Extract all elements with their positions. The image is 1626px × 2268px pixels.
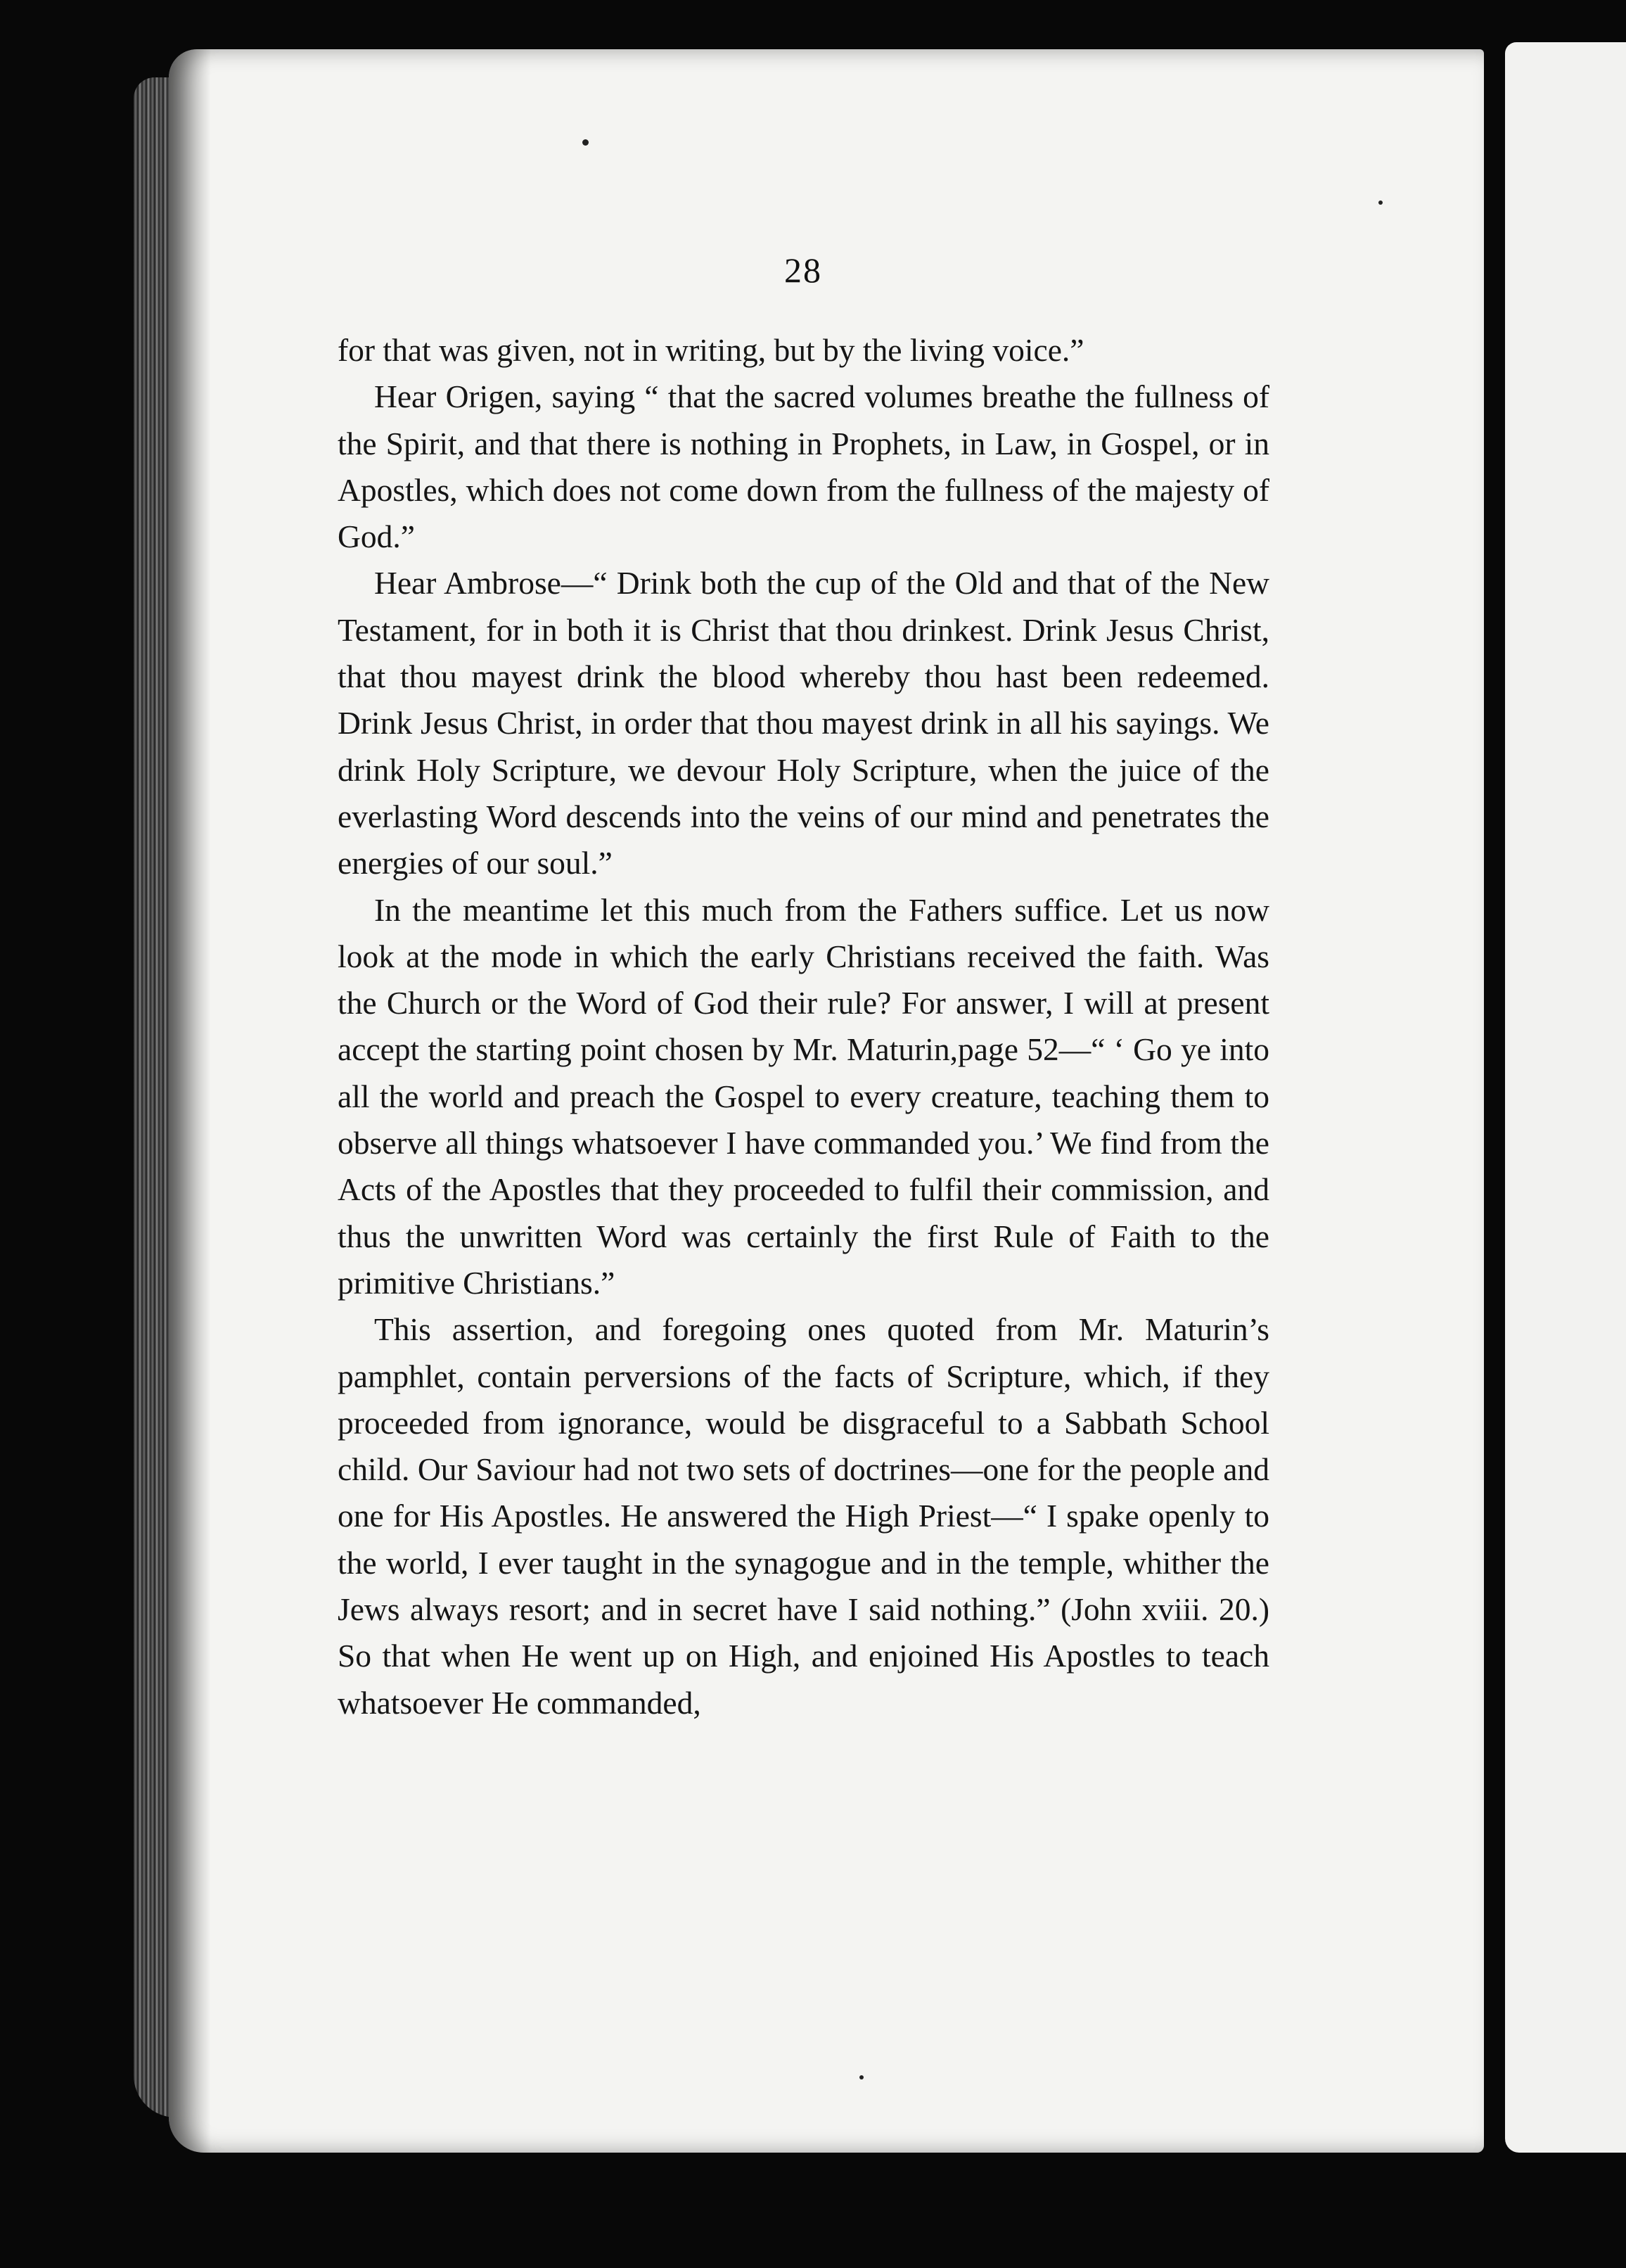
paragraph: for that was given, not in writing, but by the living voice.” (338, 332, 1084, 368)
paragraph: This assertion, and foregoing ones quoted from Mr. Maturin’s pamphlet, contain perversions of the facts of Scripture, which, if they proceeded from ignorance, would be disgraceful to a Sabbath School child. Our Saviour had not two sets of doctrines—one for the people and one for His Apostles. He answered the High Priest—“ I spake openly to the world, I ever taught in the synagogue and in the temple, whither the Jews always resort; and in secret have I said nothing.” (John xviii. 20.) So that when He went up on High, and enjoined His Apostles to teach whatsoever He commanded, (338, 1311, 1269, 1721)
paragraph: Hear Origen, saying “ that the sacred volumes breathe the fullness of the Spirit, and that there is nothing in Prophets, in Law, in Gospel, or in Apostles, which does not come down from the fullness of the majesty of God.” (338, 378, 1269, 555)
ink-speck (582, 139, 589, 146)
ink-speck (859, 2075, 864, 2079)
facing-page-edge (1505, 42, 1626, 2153)
paragraph: Hear Ambrose—“ Drink both the cup of the Old and that of the New Testament, for in both it is Christ that thou drinkest. Drink Jesus Christ, that thou mayest drink the blood whereby thou hast been redeemed. Drink Jesus Christ, in order that thou mayest drink in all his sayings. We drink Holy Scripture, we devour Holy Scripture, when the juice of the everlasting Word descends into the veins of our mind and penetrates the energies of our soul.” (338, 565, 1269, 881)
body-text (338, 327, 1269, 1726)
gutter-shadow (169, 49, 211, 2153)
ink-speck (1378, 200, 1383, 205)
page-number: 28 (784, 250, 822, 290)
paragraph: In the meantime let this much from the Fathers suffice. Let us now look at the mode in which the early Christians received the faith. Was the Church or the Word of God their rule? For answer, I will at present accept the starting point chosen by Mr. Maturin,page 52—“ ‘ Go ye into all the world and preach the Gospel to every creature, teaching them to observe all things whatsoever I have commanded you.’ We find from the Acts of the Apostles that they proceeded to fulfil their commission, and thus the unwritten Word was certainly the first Rule of Faith to the primitive Christians.” (338, 891, 1269, 1301)
